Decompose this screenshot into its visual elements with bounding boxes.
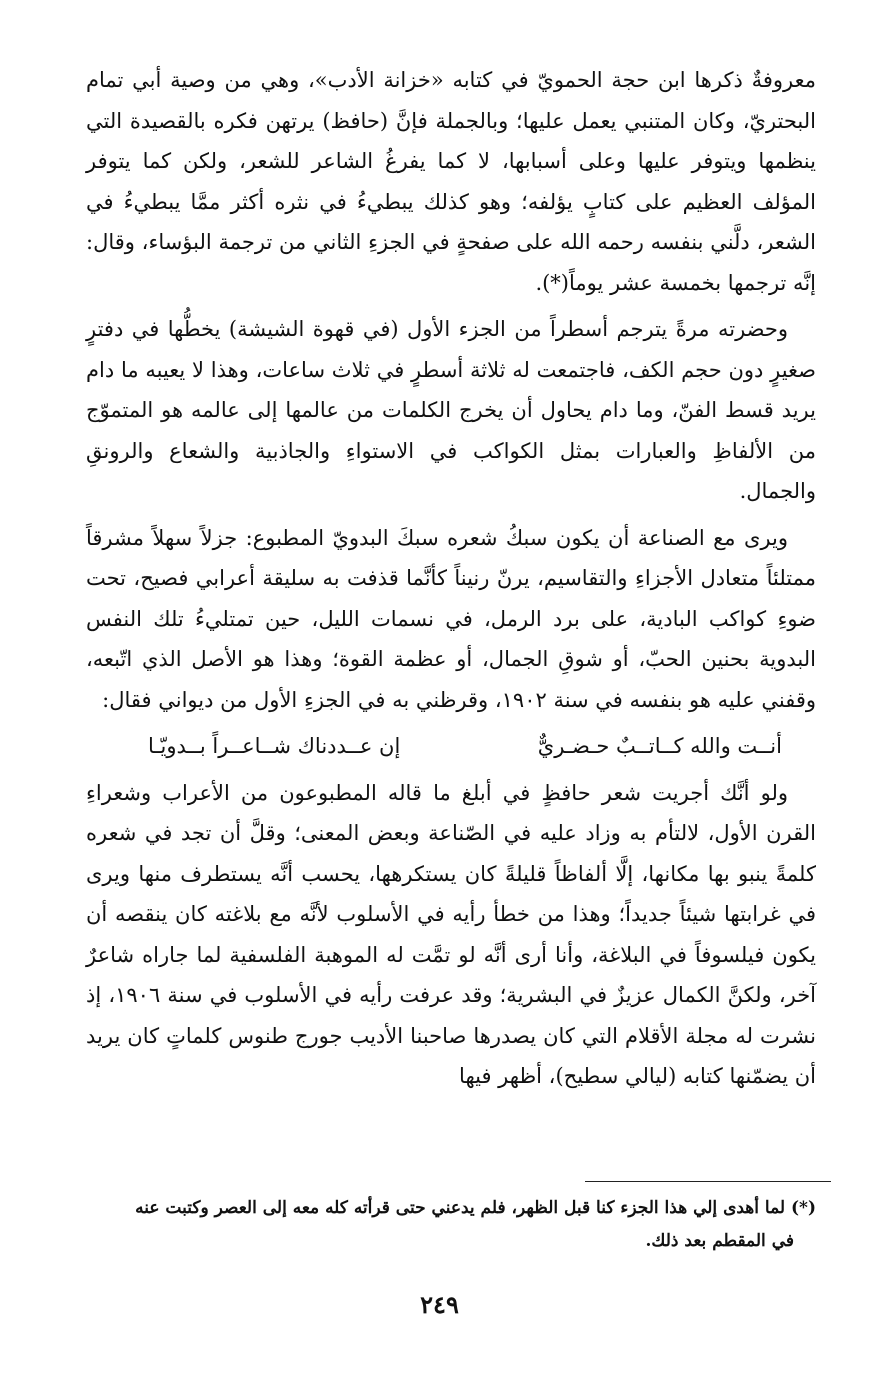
- poem-verse: [86, 726, 816, 767]
- footnote-line-2: في المقطم بعد ذلك.: [645, 1231, 794, 1251]
- paragraph-1: معروفةٌ ذكرها ابن حجة الحمويّ في كتابه «خزانة الأدب»، وهي من وصية أبي تمام البحتريّ، وكان المتنبي يعمل عليها؛ وبالجملة فإنَّ (حافظ) يرتهن فكره بالقصيدة التي ينظمها ويتوفر عليها وعلى أسبابها، لا كما يفرغُ الشاعر للشعر، ولكن كما يتوفر المؤلف العظيم على كتابٍ يؤلفه؛ وهو كذلك يبطيءُ في نثره أكثر ممَّا يبطيءُ في الشعر، دلَّني بنفسه رحمه الله على صفحةٍ في الجزءِ الثاني من ترجمة البؤساء، وقال: إنَّه ترجمها بخمسة عشر يوماً(*).: [86, 68, 816, 295]
- main-text: [86, 60, 816, 1103]
- page-number: ٢٤٩: [420, 1290, 459, 1319]
- footnote-divider: [585, 1181, 831, 1182]
- footnote-line-1: (*) لما أهدى إلي هذا الجزء كنا قبل الظهر، فلم يدعني حتى قرأته كله معه إلى العصر وكتبت عنه: [135, 1198, 816, 1218]
- paragraph-3: ويرى مع الصناعة أن يكون سبكُ شعره سبكَ البدويّ المطبوع: جزلاً سهلاً مشرقاً ممتلئاً متعادل الأجزاءِ والتقاسيم، يرنّ رنيناً كأنَّما قذفت به سليقة أعرابي فصيح، تحت ضوءِ كواكب البادية، على برد الرمل، في نسمات الليل، حين تمتليءُ تلك النفس البدوية بحنين الحبّ، أو شوقِ الجمال، أو عظمة القوة؛ وهذا هو الأصل الذي اتّبعه، وقفني عليه هو بنفسه في سنة ١٩٠٢، وقرظني به في الجزءِ الأول من ديواني فقال:: [86, 525, 816, 712]
- verse-second-hemistich: إن عــددناك شــاعــراً بــدويّـا: [148, 734, 401, 758]
- paragraph-2: وحضرته مرةً يترجم أسطراً من الجزء الأول (في قهوة الشيشة) يخطُّها في دفترٍ صغيرٍ دون حجم الكف، فاجتمعت له ثلاثة أسطرٍ في ثلاث ساعات، وهذا لا يعيبه ما دام يريد قسط الفنّ، وما دام يحاول أن يخرج الكلمات من عالمها إلى عالمه هو المتموّج من الألفاظِ والعبارات بمثل الكواكب في الاستواءِ والجاذبية والشعاع والرونقِ والجمال.: [86, 317, 816, 503]
- footnote: [86, 1192, 816, 1258]
- verse-first-hemistich: أنــت والله كــاتــبٌ حـضـريٌّ: [537, 734, 782, 758]
- paragraph-4: ولو أنَّك أجريت شعر حافظٍ في أبلغ ما قاله المطبوعون من الأعراب وشعراءِ القرن الأول، لالتأم به وزاد عليه في الصّناعة وبعض المعنى؛ وقلَّ أن تجد في شعره كلمةً ينبو بها مكانها، إلَّا ألفاظاً قليلةً كان يستكرهها، يحسب أنَّه يستطرف منها ويرى في غرابتها شيئاً جديداً؛ وهذا من خطأ رأيه في الأسلوب لأنَّه مع بلاغته كان ينقصه أن يكون فيلسوفاً في البلاغة، وأنا أرى أنَّه لو تمَّت له الموهبة الفلسفية لما جاراه شاعرٌ آخر، ولكنَّ الكمال عزيزٌ في البشرية؛ وقد عرفت رأيه في الأسلوب في سنة ١٩٠٦، إذ نشرت له مجلة الأقلام التي كان يصدرها صاحبنا الأديب جورج طنوس كلماتٍ كان يريد أن يضمّنها كتابه (ليالي سطيح)، أظهر فيها: [86, 780, 817, 1088]
